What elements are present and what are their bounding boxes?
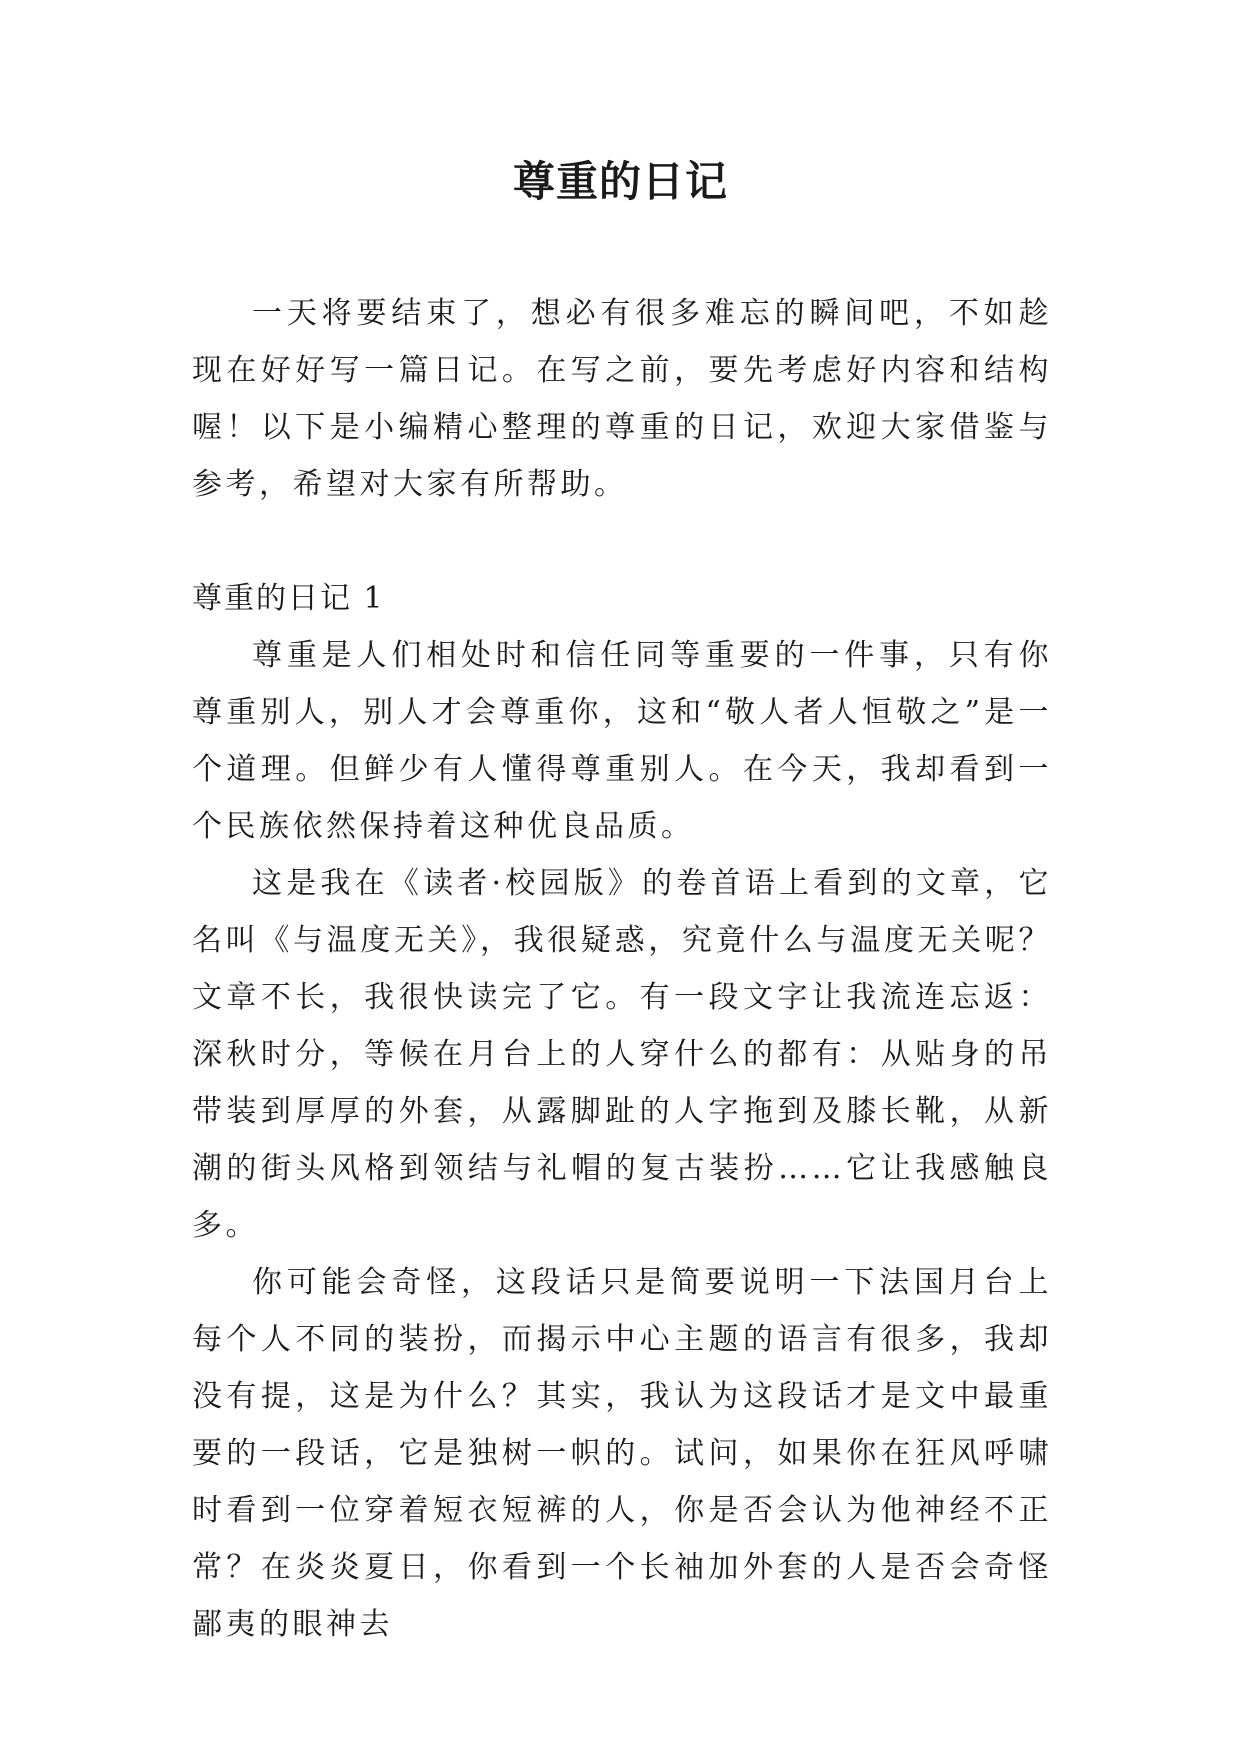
body-paragraph: 这是我在《读者·校园版》的卷首语上看到的文章，它名叫《与温度无关》，我很疑惑，究竟什么与温度无关呢？文章不长，我很快读完了它。有一段文字让我流连忘返：深秋时分，等候在月台上的人穿什么的都有：从贴身的吊带装到厚厚的外套，从露脚趾的人字拖到及膝长靴，从新潮的街头风格到领结与礼帽的复古装扮……它让我感触良多。 <box>192 866 1052 1243</box>
body-paragraph: 你可能会奇怪，这段话只是简要说明一下法国月台上每个人不同的装扮，而揭示中心主题的语言有很多，我却没有提，这是为什么？其实，我认为这段话才是文中最重要的一段话，它是独树一帜的。试问，如果你在狂风呼啸时看到一位穿着短衣短裤的人，你是否会认为他神经不正常？在炎炎夏日，你看到一个长袖加外套的人是否会奇怪鄙夷的眼神去 <box>192 1265 1052 1642</box>
section-heading: 尊重的日记 1 <box>192 581 385 616</box>
document-body <box>192 285 1052 1653</box>
intro-paragraph: 一天将要结束了，想必有很多难忘的瞬间吧，不如趁现在好好写一篇日记。在写之前，要先考虑好内容和结构喔！以下是小编精心整理的尊重的日记，欢迎大家借鉴与参考，希望对大家有所帮助。 <box>192 296 1052 502</box>
body-paragraph: 尊重是人们相处时和信任同等重要的一件事，只有你尊重别人，别人才会尊重你，这和“敬人者人恒敬之”是一个道理。但鲜少有人懂得尊重别人。在今天，我却看到一个民族依然保持着这种优良品质。 <box>192 638 1052 844</box>
document-title: 尊重的日记 <box>512 157 728 206</box>
